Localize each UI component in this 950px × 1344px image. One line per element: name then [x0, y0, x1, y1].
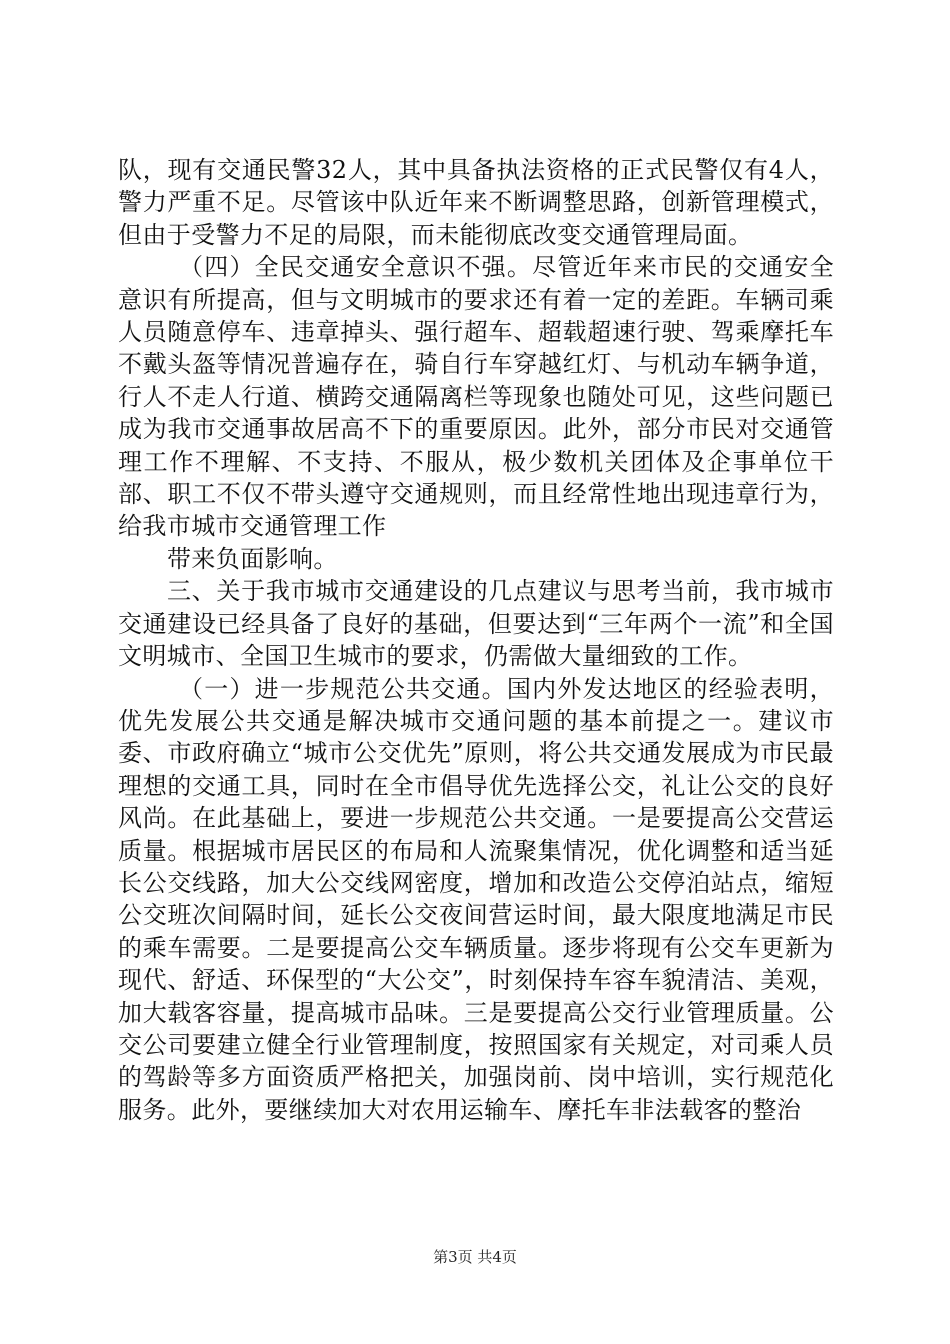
paragraph-section-three: 三、关于我市城市交通建设的几点建议与思考当前，我市城市交通建设已经具备了良好的基础，但要达到“三年两个一流”和全国文明城市、全国卫生城市的要求，仍需做大量细致的工作。 — [118, 577, 834, 671]
paragraph-public-transport: （一）进一步规范公共交通。国内外发达地区的经验表明，优先发展公共交通是解决城市交通问题的基本前提之一。建议市委、市政府确立“城市公交优先”原则，将公共交通发展成为市民最理想的交通工具，同时在全市倡导优先选择公交，礼让公交的良好风尚。在此基础上，要进一步规范公共交通。一是要提高公交营运质量。根据城市居民区的布局和人流聚集情况，优化调整和适当延长公交线路，加大公交线网密度，增加和改造公交停泊站点，缩短公交班次间隔时间，延长公交夜间营运时间，最大限度地满足市民的乘车需要。二是要提高公交车辆质量。逐步将现有公交车更新为现代、舒适、环保型的“大公交”，时刻保持车容车貌清洁、美观，加大载客容量，提高城市品味。三是要提高公交行业管理质量。公交公司要建立健全行业管理制度，按照国家有关规定，对司乘人员的驾龄等多方面资质严格把关，加强岗前、岗中培训，实行规范化服务。此外，要继续加大对农用运输车、摩托车非法载客的整治 — [118, 674, 834, 1124]
page-number-footer: 第3页 共4页 — [433, 1248, 517, 1266]
paragraph-safety-awareness: （四）全民交通安全意识不强。尽管近年来市民的交通安全意识有所提高，但与文明城市的要求还有着一定的差距。车辆司乘人员随意停车、违章掉头、强行超车、超载超速行驶、驾乘摩托车不戴头盔等情况普遍存在，骑自行车穿越红灯、与机动车辆争道，行人不走人行道、横跨交通隔离栏等现象也随处可见，这些问题已成为我市交通事故居高不下的重要原因。此外，部分市民对交通管理工作不理解、不支持、不服从，极少数机关团体及企事单位干部、职工不仅不带头遵守交通规则，而且经常性地出现违章行为，给我市城市交通管理工作 — [118, 253, 834, 541]
paragraph-negative-impact: 带来负面影响。 — [167, 544, 338, 573]
paragraph-staffing: 队，现有交通民警32人，其中具备执法资格的正式民警仅有4人，警力严重不足。尽管该中队近年来不断调整思路，创新管理模式，但由于受警力不足的局限，而未能彻底改变交通管理局面。 — [118, 156, 834, 249]
document-body — [118, 154, 834, 1126]
